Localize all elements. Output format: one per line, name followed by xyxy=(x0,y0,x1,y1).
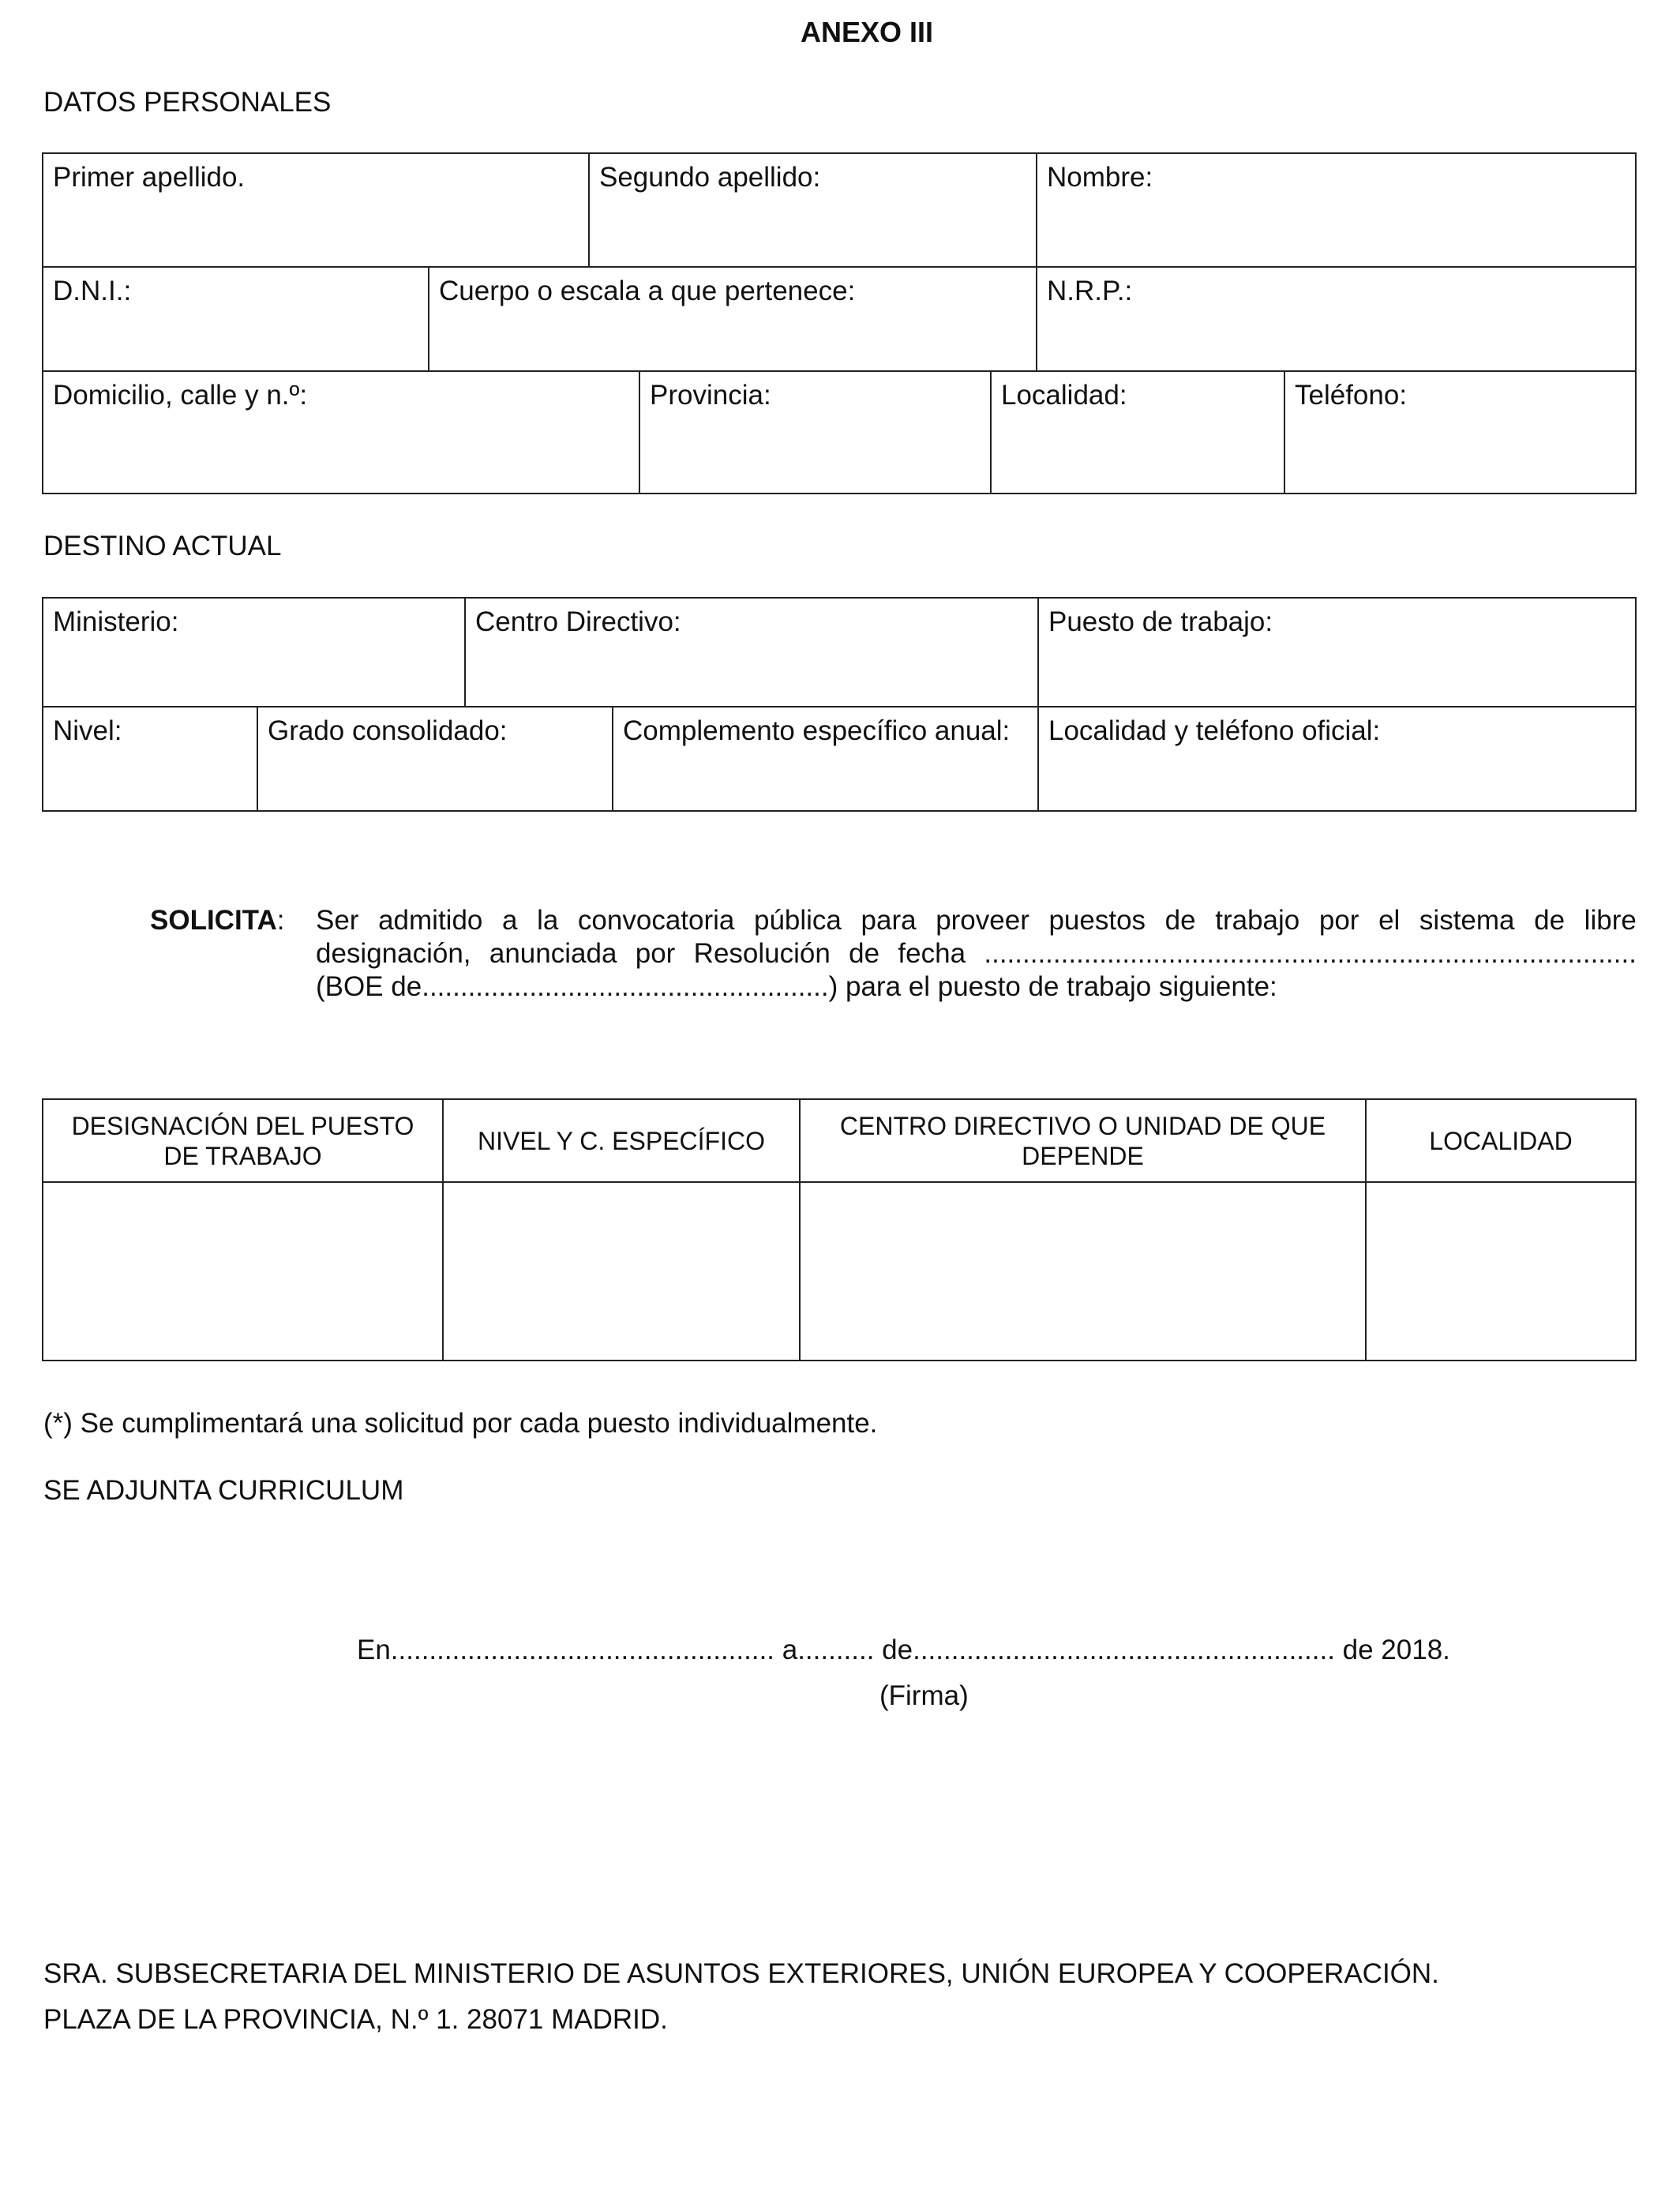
solicita-word: de xyxy=(1164,905,1196,936)
personal-data-table xyxy=(42,152,1637,494)
solicita-word: Ser xyxy=(316,905,359,936)
solicita-word: sistema xyxy=(1419,905,1515,936)
field-ministerio[interactable] xyxy=(43,599,464,706)
solicita-colon: : xyxy=(276,905,285,936)
solicita-word: convocatoria xyxy=(577,905,735,936)
solicita-word: libre xyxy=(1584,905,1637,936)
col-header-localidad: LOCALIDAD xyxy=(1365,1100,1635,1181)
destino-table xyxy=(42,597,1637,812)
col-header-centro: CENTRO DIRECTIVO O UNIDAD DE QUE DEPENDE xyxy=(799,1100,1365,1181)
personal-row-3 xyxy=(43,370,1635,493)
puesto-table xyxy=(42,1098,1637,1361)
col-header-nivel: NIVEL Y C. ESPECÍFICO xyxy=(442,1100,799,1181)
solicita-word: anunciada xyxy=(489,938,617,969)
section-heading-destino: DESTINO ACTUAL xyxy=(43,531,282,561)
col-header-designacion: DESIGNACIÓN DEL PUESTO DE TRABAJO xyxy=(71,1111,414,1170)
solicita-word: de xyxy=(849,938,880,969)
field-label: Domicilio, calle y n.º: xyxy=(53,380,308,411)
field-label: N.R.P.: xyxy=(1047,276,1133,306)
solicita-word: ..................................................................................... xyxy=(984,938,1637,969)
solicita-word: puestos xyxy=(1048,905,1146,936)
field-label: Puesto de trabajo: xyxy=(1048,606,1273,637)
field-label: D.N.I.: xyxy=(53,276,132,306)
solicita-word: la xyxy=(537,905,559,936)
field-label: Segundo apellido: xyxy=(599,162,821,193)
adjunta-curriculum-text: SE ADJUNTA CURRICULUM xyxy=(43,1475,404,1506)
destino-row-1 xyxy=(43,599,1635,706)
input-localidad[interactable] xyxy=(1365,1183,1635,1360)
solicita-word: fecha xyxy=(898,938,966,969)
field-nrp[interactable] xyxy=(1036,268,1635,370)
solicita-word: para xyxy=(861,905,917,936)
solicita-word: de xyxy=(1534,905,1566,936)
input-centro[interactable] xyxy=(799,1183,1365,1360)
solicita-word: SOLICITA xyxy=(150,905,277,936)
fecha-line: En.................................................. a.......... de....................................................... de 2018. xyxy=(357,1635,1450,1665)
destinatario-text: SRA. SUBSECRETARIA DEL MINISTERIO DE ASUNTOS EXTERIORES, UNIÓN EUROPEA Y COOPERACIÓN. xyxy=(43,1958,1439,1989)
solicita-line-2 xyxy=(316,937,1637,970)
solicita-word: por xyxy=(635,938,676,969)
solicita-word: por xyxy=(1318,905,1359,936)
field-nivel[interactable] xyxy=(43,708,257,810)
section-heading-personal: DATOS PERSONALES xyxy=(43,87,332,118)
field-label: Nivel: xyxy=(53,715,122,746)
puesto-header-row xyxy=(43,1100,1635,1181)
field-domicilio[interactable] xyxy=(43,372,639,493)
solicita-word: trabajo xyxy=(1215,905,1300,936)
solicita-word: el xyxy=(1378,905,1401,936)
input-nivel[interactable] xyxy=(442,1183,799,1360)
destino-row-2 xyxy=(43,706,1635,810)
field-grado-consolidado[interactable] xyxy=(257,708,612,810)
solicita-word: a xyxy=(501,905,518,936)
field-telefono[interactable] xyxy=(1284,372,1635,493)
field-label: Localidad: xyxy=(1001,380,1127,411)
personal-row-1 xyxy=(43,154,1635,266)
input-designacion[interactable] xyxy=(43,1183,442,1360)
solicita-word: proveer xyxy=(936,905,1029,936)
field-label: Localidad y teléfono oficial: xyxy=(1048,715,1381,746)
solicita-line-3: (BOE de.....................................................) para el puesto de trabajo siguiente: xyxy=(316,971,1277,1002)
field-label: Complemento específico anual: xyxy=(623,715,1011,746)
solicita-text xyxy=(316,904,1637,1004)
solicita-word: designación, xyxy=(316,938,471,969)
field-localidad[interactable] xyxy=(990,372,1284,493)
puesto-data-row xyxy=(43,1181,1635,1360)
field-label: Primer apellido. xyxy=(53,162,246,193)
field-label: Teléfono: xyxy=(1295,380,1408,411)
solicita-word: Resolución xyxy=(693,938,831,969)
field-localidad-telefono[interactable] xyxy=(1037,708,1635,810)
solicita-word: pública xyxy=(753,905,842,936)
firma-label: (Firma) xyxy=(879,1680,969,1711)
field-dni[interactable] xyxy=(43,268,428,370)
field-complemento[interactable] xyxy=(612,708,1037,810)
field-label: Cuerpo o escala a que pertenece: xyxy=(439,276,856,306)
field-cuerpo[interactable] xyxy=(428,268,1036,370)
personal-row-2 xyxy=(43,266,1635,370)
nota-text: (*) Se cumplimentará una solicitud por cada puesto individualmente. xyxy=(43,1408,878,1439)
field-label: Provincia: xyxy=(650,380,771,411)
field-label: Grado consolidado: xyxy=(268,715,508,746)
field-primer-apellido[interactable] xyxy=(43,154,588,266)
direccion-text: PLAZA DE LA PROVINCIA, N.º 1. 28071 MADRID. xyxy=(43,2004,668,2035)
field-segundo-apellido[interactable] xyxy=(588,154,1036,266)
field-nombre[interactable] xyxy=(1036,154,1635,266)
solicita-label xyxy=(150,904,284,937)
field-puesto-trabajo[interactable] xyxy=(1037,599,1635,706)
field-label: Nombre: xyxy=(1047,162,1153,193)
solicita-word: admitido xyxy=(378,905,483,936)
solicita-line-1 xyxy=(316,904,1637,937)
field-provincia[interactable] xyxy=(639,372,990,493)
page-title: ANEXO III xyxy=(801,16,934,48)
field-centro-directivo[interactable] xyxy=(464,599,1037,706)
field-label: Ministerio: xyxy=(53,606,179,637)
field-label: Centro Directivo: xyxy=(475,606,681,637)
